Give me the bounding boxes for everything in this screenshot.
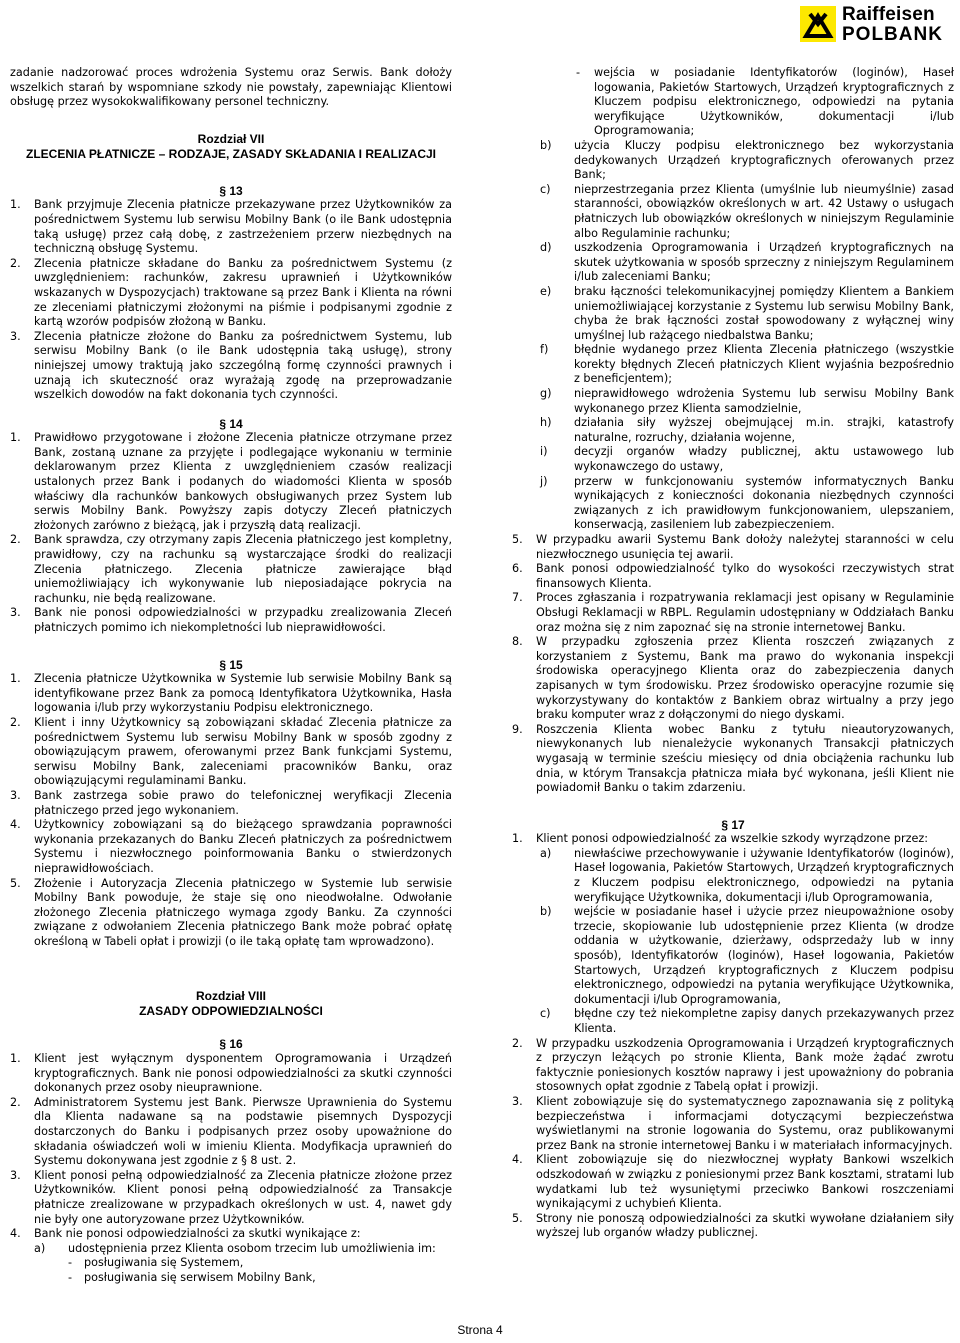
item-text: użycia Kluczy podpisu elektronicznego bez wykorzystania dedykowanych Urządzeń kryptograficznych oferowanych przez Bank; xyxy=(574,138,954,182)
item-label: e) xyxy=(540,284,552,298)
item-text: nieprawidłowego wdrożenia Systemu lub serwisu Mobilny Bank wykonanego przez Klienta samodzielnie, xyxy=(574,387,954,415)
sub-item xyxy=(540,416,954,445)
dash-label: - xyxy=(68,1270,73,1284)
item-text: braku łączności telekomunikacyjnej pomiędzy Klientem a Bankiem uniemożliwiającej korzystanie z Systemu lub serwisu Mobilny Bank, chyba że brak łączności został spowodowany z wyłącznej winy umyślnej lub rażącego niedbalstwa Banku; xyxy=(574,284,954,342)
item-text: Klient zobowiązuje się do systematycznego zapoznawania się z polityką bezpieczeństwa i informacjami dotyczącymi bezpieczeństwa wyświetlanymi na stronie logowania do Systemu, oraz publikowanymi przez Bank na stronie internetowej Banku i w materiałach informacyjnych. xyxy=(536,1094,954,1152)
list-item xyxy=(10,1227,452,1242)
list-item xyxy=(10,330,452,403)
item-label: 8. xyxy=(512,635,523,649)
list-item xyxy=(512,562,954,591)
section-16-4a-dashes xyxy=(10,1256,452,1285)
section-16-heading: § 16 xyxy=(219,1037,243,1052)
section-16-list xyxy=(10,1052,452,1242)
item-label: 4. xyxy=(10,818,21,832)
item-text: działania siły wyższej obejmującej m.in. strajki, katastrofy naturalne, rozruchy, działania wojenne, xyxy=(574,416,954,444)
sub-item xyxy=(540,285,954,343)
item-label: b) xyxy=(540,905,552,919)
section-16-items-5-9 xyxy=(512,533,954,796)
sub-item xyxy=(540,445,954,474)
item-label: 1. xyxy=(10,198,21,212)
item-label: g) xyxy=(540,387,552,401)
list-item xyxy=(10,431,452,533)
list-item xyxy=(10,1052,452,1096)
item-text: Użytkownicy zobowiązani są do bieżącego sprawdzania poprawności wykonania przekazanych do Banku Zleceń płatniczych za pośrednictwem Systemu i niezwłocznego poinformowania Banku o stwierdzonych nieprawidłowościach. xyxy=(34,818,452,875)
list-item xyxy=(512,1153,954,1211)
list-item xyxy=(512,723,954,796)
item-text: W przypadku uszkodzenia Oprogramowania i Urządzeń kryptograficznych z przyczyn leżących po stronie Klienta, Bank może żądać zwrotu faktycznie poniesionych kosztów naprawy i jest upoważniony do pobrania stosownych opłat zgodnie z Tabelą opłat i prowizji. xyxy=(536,1036,954,1094)
item-text: Strony nie ponoszą odpowiedzialności za skutki wywołane działaniem siły wyższej lub organów władzy publicznej. xyxy=(536,1211,954,1240)
chapter-vii-subtitle: ZLECENIA PŁATNICZE – RODZAJE, ZASADY SKŁADANIA I REALIZACJI xyxy=(25,146,437,161)
item-text: przerw w funkcjonowaniu systemów informatycznych Banku wynikających z konieczności dokonania niezbędnych czynności związanych z ich prawidłowym funkcjonowaniem, ulepszaniem, konserwacją, zasileniem lub zabezpieczeniem. xyxy=(574,474,954,532)
sub-item xyxy=(540,139,954,183)
item-text: błędne czy też niekompletne zapisy danych przekazywanych przez Klienta. xyxy=(574,1007,954,1035)
section-14-list xyxy=(10,431,452,635)
list-item xyxy=(10,672,452,716)
item-label: 1. xyxy=(10,672,21,686)
dash-text: posługiwania się serwisem Mobilny Bank, xyxy=(84,1270,316,1284)
item-label: 4. xyxy=(10,1227,21,1241)
item-text: W przypadku zgłoszenia przez Klienta roszczeń związanych z korzystaniem z Systemu, Bank ma prawo do wykonania inspekcji środowiska operacyjnego Klienta oraz do zabezpieczenia danych zapisanych w tym środowisku. Przez środowisko operacyjne rozumie się wykorzystywany do kontaktów z Bankiem obraz wirtualny a przy jego braku komputer wraz z dołączonymi do niego dyskami. xyxy=(536,635,954,722)
sub-item xyxy=(540,905,954,1007)
item-label: 3. xyxy=(10,329,21,343)
item-text: niewłaściwe przechowywanie i używanie Identyfikatorów (loginów), Haseł logowania, Pakietów Startowych, Urządzeń kryptograficznych z Kluczem podpisu elektronicznego, odpowiedzi na pytania weryfikujące Użytkownika, dokumentacji i/lub Oprogramowania, xyxy=(574,846,954,904)
item-label: c) xyxy=(540,1007,551,1021)
item-label: 4. xyxy=(512,1153,523,1167)
item-label: 1. xyxy=(10,431,21,445)
item-text: Złożenie i Autoryzacja Zlecenia płatniczego w Systemie lub serwisie Mobilny Bank powoduje, że staje się ono nieodwołalne. Odwołanie złożonego Zlecenia płatniczego wymaga zgody Banku. Za czynności związane z odwołaniem Zlecenia płatniczego Bank może pobrać opłatę określoną w Tabeli opłat i prowizji (o ile taką opłatę tam wprowadzono). xyxy=(34,876,452,948)
sub-item xyxy=(540,343,954,387)
item-text: Bank przyjmuje Zlecenia płatnicze przekazywane przez Użytkowników za pośrednictwem Systemu lub serwisu Mobilny Bank (o ile Bank udostępnia taką usługę) przez całą dobę, z zastrzeżeniem przerw niezbędnych na techniczną obsługę Systemu. xyxy=(34,198,452,256)
sub-item xyxy=(540,183,954,241)
item-label: 3. xyxy=(10,1168,21,1182)
item-label: 5. xyxy=(512,533,523,546)
list-item xyxy=(10,198,452,256)
section-17-item-1 xyxy=(512,832,954,847)
chapter-viii-title: Rozdział VIII xyxy=(195,989,266,1004)
item-text: Bank nie ponosi odpowiedzialności za skutki wynikające z: xyxy=(34,1227,361,1241)
item-label: 2. xyxy=(10,533,21,547)
item-text: błędnie wydanego przez Klienta Zlecenia płatniczego (wszystkie korekty błędnych Zleceń płatniczych Klient wyjaśnia bezpośrednio z beneficjentem); xyxy=(574,343,954,386)
sub-label: a) xyxy=(34,1241,46,1255)
right-column xyxy=(512,66,954,1241)
item-label: i) xyxy=(540,445,548,459)
item-label: b) xyxy=(540,138,552,152)
list-item xyxy=(10,877,452,950)
item-text: decyzji organów władzy publicznej, aktu ustawowego lub wykonawczego do ustawy, xyxy=(574,445,954,474)
item-label: 2. xyxy=(10,256,21,270)
item-text: Proces zgłaszania i rozpatrywania reklamacji jest opisany w Regulaminie Obsługi Reklamacji w RBPL. Regulamin udostępniany w Oddziałach Banku oraz można się z nim zapoznać się na stronie internetowej Banku. xyxy=(536,591,954,634)
list-item xyxy=(512,1095,954,1153)
list-item xyxy=(10,789,452,818)
section-15-heading: § 15 xyxy=(219,657,243,672)
section-17-heading: § 17 xyxy=(721,817,745,832)
item-text: wejście w posiadanie haseł i użycie przez nieupoważnione osoby trzecie, skopiowanie lub udostępnienie przez Klienta (w drodze oddania w użytkowanie, dzierżawy, odsprzedaży lub w inny sposób), Identyfikatorów (loginów), Haseł logowania, Pakietów Startowych, Urządzeń kryptograficznych z Kluczem podpisu elektronicznego, odpowiedzi na pytania weryfikujące Użytkownika, dokumentacji i/lub Oprogramowania, xyxy=(574,905,954,1006)
dash-label: - xyxy=(576,66,581,79)
item-label: d) xyxy=(540,241,552,255)
dash-text: wejścia w posiadanie Identyfikatorów (loginów), Haseł logowania, Pakietów Startowych, Urządzeń kryptograficznych z Kluczem podpisu elektronicznego, odpowiedzi na pytania weryfikujące Użytkowników, dokumentacji i/lub Oprogramowania; xyxy=(594,66,954,138)
chapter-viii-subtitle: ZASADY ODPOWIEDZIALNOŚCI xyxy=(139,1004,323,1019)
item-label: 6. xyxy=(512,562,523,576)
item-text: Klient i inny Użytkownicy są zobowiązani składać Zlecenia płatnicze za pośrednictwem Systemu lub serwisu Mobilny Bank w sposób zgodny z obowiązującym prawem, oferowanymi przez Bank funkcjami Systemu, serwisu Mobilny Bank, zaleceniami pracowników Banku, oraz obowiązującymi regulaminami Banku. xyxy=(34,715,452,788)
raiffeisen-polbank-logo xyxy=(794,4,944,46)
item-label: h) xyxy=(540,416,552,430)
item-label: 1. xyxy=(10,1052,21,1066)
list-item xyxy=(10,716,452,789)
item-text: Bank ponosi odpowiedzialność tylko do wysokości rzeczywistych strat finansowych Klienta. xyxy=(536,562,954,590)
item-text: Klient ponosi pełną odpowiedzialność za Zlecenia płatnicze złożone przez Użytkowników. Klient ponosi pełną odpowiedzialność za Transakcje płatnicze zrealizowane w przypadkach określonych w ust. 4, nawet gdy nie były one autoryzowane przez Użytkowników. xyxy=(34,1168,452,1226)
intro-paragraph: zadanie nadzorować proces wdrożenia Systemu oraz Serwis. Bank dołoży wszelkich starań by wspomniane szkody nie powstały, zapewniając Klientowi obsługę przez wysokokwalifikowany personel techniczny. xyxy=(10,66,452,109)
item-label: f) xyxy=(540,343,549,357)
list-item xyxy=(10,257,452,330)
item-label: 3. xyxy=(10,606,21,620)
item-label: 2. xyxy=(10,715,21,729)
item-text: Klient zobowiązuje się do niezwłocznej wypłaty Bankowi wszelkich odszkodowań w związku z poniesionymi przez Bank kosztami, stratami lub wydatkami lub też wysuniętymi przeciwko Bankowi roszczeniami wynikającymi z uchybień Klienta. xyxy=(536,1153,954,1211)
section-13-list xyxy=(10,198,452,402)
sub-item xyxy=(540,475,954,533)
sub-item xyxy=(540,241,954,285)
item-text: nieprzestrzegania przez Klienta (umyślnie lub nieumyślnie) zasad staranności, obowiązków określonych w art. 42 Ustawy o usługach płatniczych lub obowiązków określonych w niniejszym Regulaminie albo Regulaminie rachunku; xyxy=(574,182,954,240)
continued-dash-item xyxy=(576,66,954,139)
logo-line1: Raiffeisen xyxy=(842,4,935,25)
item-label: 7. xyxy=(512,591,523,605)
item-text: Zlecenia płatnicze Użytkownika w Systemie lub serwisie Mobilny Bank są identyfikowane przez Bank za pomocą Identyfikatora Użytkownika, Hasła logowania i/lub przy wykorzystaniu Podpisu elektronicznego. xyxy=(34,672,452,715)
list-item xyxy=(512,1037,954,1095)
list-item xyxy=(10,533,452,606)
section-17-1-subitems xyxy=(512,847,954,1037)
left-column xyxy=(10,66,452,1286)
section-13-heading: § 13 xyxy=(219,183,243,198)
list-item xyxy=(10,1169,452,1227)
dash-label: - xyxy=(68,1256,73,1270)
section-14-heading: § 14 xyxy=(219,416,243,431)
section-16-4-subitems xyxy=(512,139,954,533)
dash-item xyxy=(68,1256,452,1271)
chapter-vii-title: Rozdział VII xyxy=(197,131,265,146)
item-label: 2. xyxy=(10,1095,21,1109)
item-text: Administratorem Systemu jest Bank. Pierwsze Uprawnienia do Systemu dla Klienta nadawane są na podstawie pisemnych Dyspozycji dostarczonych do Banku i podpisanych przez osoby upoważnione do składania oświadczeń woli w imieniu Klienta. Modyfikacja uprawnień do Systemu dokonywana jest zgodnie z § 8 ust. 2. xyxy=(34,1095,452,1168)
item-text: Zlecenia płatnicze składane do Banku za pośrednictwem Systemu (z uwzględnieniem: rachunków, zakresu uprawnień i Użytkowników wskazanych w Dyspozycjach) traktowane są przez Bank i Klienta na równi ze zleceniami płatniczymi złożonymi na piśmie i podpisanymi zgodnie z kartą wzorów podpisów złożoną w Banku. xyxy=(34,256,452,329)
sub-item xyxy=(540,387,954,416)
section-15-list xyxy=(10,672,452,949)
item-label: 3. xyxy=(512,1094,523,1108)
item-text: Klient ponosi odpowiedzialność za wszelkie szkody wyrządzone przez: xyxy=(536,832,928,846)
dash-text: posługiwania się Systemem, xyxy=(84,1256,244,1270)
item-text: uszkodzenia Oprogramowania i Urządzeń kryptograficznych na skutek użytkowania w sposób sprzeczny z niniejszym Regulaminem i/lub zaleceniami Banku; xyxy=(574,241,954,284)
item-text: W przypadku awarii Systemu Bank dołoży należytej staranności w celu niezwłocznego usunięcia tej awarii. xyxy=(536,533,954,561)
item-label: 9. xyxy=(512,722,523,736)
item-text: Bank zastrzega sobie prawo do telefonicznej weryfikacji Zlecenia płatniczego przed jego wykonaniem. xyxy=(34,788,452,817)
list-item xyxy=(512,635,954,723)
item-number: 1. xyxy=(512,832,523,846)
list-item xyxy=(512,591,954,635)
sub-item xyxy=(540,847,954,905)
list-item xyxy=(512,533,954,562)
item-label: 3. xyxy=(10,788,21,802)
list-item xyxy=(512,1212,954,1241)
section-16-4a xyxy=(34,1242,452,1257)
item-label: 2. xyxy=(512,1036,523,1050)
item-text: Prawidłowo przygotowane i złożone Zlecenia płatnicze otrzymane przez Bank, zostaną uznane za przyjęte i podlegające wykonaniu w terminie deklarowanym przez Klienta z uwzględnieniem czasów realizacji ustalonych przez Bank i podanych do wiadomości Klienta w sposób właściwy dla rachunków bankowych obsługiwanych przez System lub serwis Mobilny Bank. Powyższy zapis dotyczy Zleceń płatniczych złożonych zarówno z bieżącą, jak i przyszłą datą realizacji. xyxy=(34,431,452,532)
item-text: Roszczenia Klienta wobec Banku z tytułu nieautoryzowanych, niewykonanych lub nienależycie wykonanych Transakcji płatniczych wygasają w terminie sześciu miesięcy od dnia obciążenia rachunku lub dnia, w którym Transakcja płatnicza miała być wykonana, jeśli Klient nie powiadomił Banku o takim zdarzeniu. xyxy=(536,722,954,795)
item-text: Klient jest wyłącznym dysponentem Oprogramowania i Urządzeń kryptograficznych. Bank nie ponosi odpowiedzialności za skutki czynności dokonanych przez osoby nieuprawnione. xyxy=(34,1052,452,1095)
logo-line2: POLBANK xyxy=(842,24,943,45)
list-item xyxy=(10,1096,452,1169)
item-label: j) xyxy=(540,474,548,488)
item-label: 5. xyxy=(512,1211,523,1225)
page-number: Strona 4 xyxy=(457,1323,503,1337)
list-item xyxy=(10,818,452,876)
dash-item xyxy=(68,1271,452,1286)
sub-text: udostępnienia przez Klienta osobom trzecim lub umożliwienia im: xyxy=(68,1241,436,1255)
item-text: Zlecenia płatnicze złożone do Banku za pośrednictwem Systemu, lub serwisu Mobilny Bank (o ile Bank udostępnia taką usługę), strony niniejszej umowy traktują jako szczególną formę czynności prawnych i uznają ich skuteczność oraz wyrażają zgodę na przeprowadzanie wszelkich dowodów na fakt dokonania tych czynności. xyxy=(34,329,452,402)
sub-item xyxy=(540,1007,954,1036)
list-item xyxy=(10,606,452,635)
item-text: Bank sprawdza, czy otrzymany zapis Zlecenia płatniczego jest kompletny, prawidłowy, czy na rachunku są wystarczające środki do realizacji Zlecenia płatniczego. Zlecenia płatnicze zawierające błąd uniemożliwiający ich wykonywanie lub nieposiadające pokrycia na rachunku, nie będą realizowane. xyxy=(34,533,452,605)
item-label: c) xyxy=(540,182,551,196)
item-label: a) xyxy=(540,846,552,860)
section-17-list xyxy=(512,1037,954,1241)
item-text: Bank nie ponosi odpowiedzialności w przypadku zrealizowania Zleceń płatniczych pomimo ich niekompletności lub nieprawidłowości. xyxy=(34,606,452,634)
item-label: 5. xyxy=(10,876,21,890)
raiffeisen-gable-icon xyxy=(800,6,836,42)
